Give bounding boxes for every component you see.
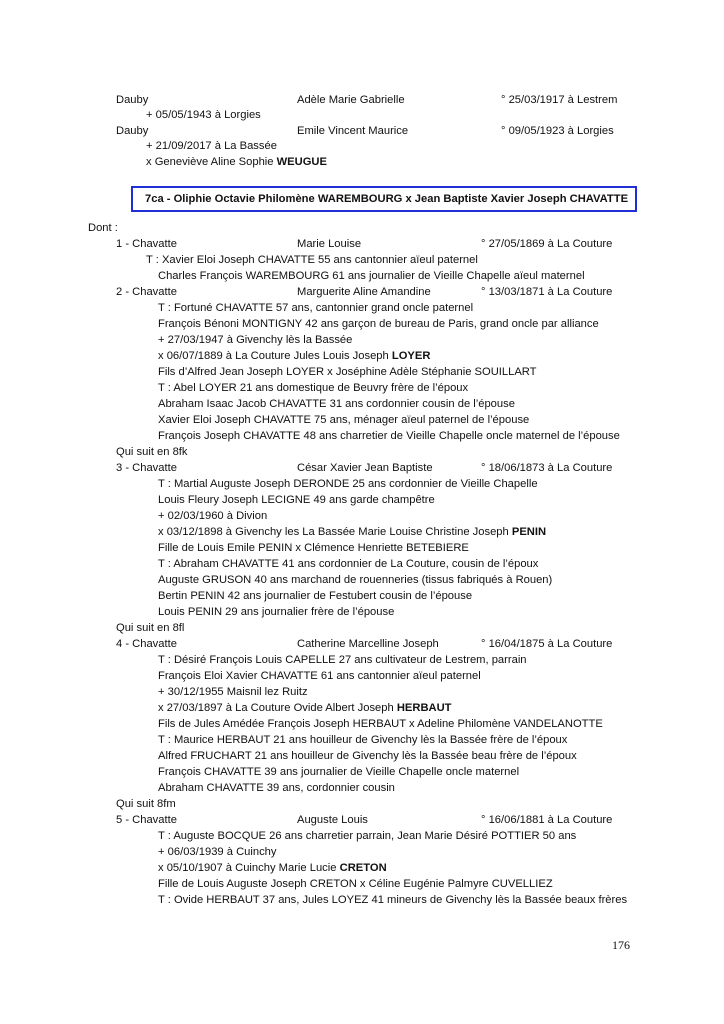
dont-label: Dont :	[88, 222, 118, 234]
child-given-names: Marie Louise	[297, 238, 362, 250]
child-number-surname: 1 - Chavatte	[116, 238, 177, 250]
page-number: 176	[612, 938, 630, 952]
child-given-names: Catherine Marcelline Joseph	[297, 638, 439, 650]
marriage-text: x Geneviève Aline Sophie	[146, 156, 277, 168]
entry-surname: Dauby	[116, 125, 149, 137]
child-marriage	[158, 524, 546, 540]
child-marriage	[158, 348, 430, 364]
child-detail-line: Fille de Louis Emile PENIN x Clémence Henriette BETEBIERE	[158, 542, 469, 554]
child-given-names: Marguerite Aline Amandine	[297, 286, 431, 298]
child-given-names: César Xavier Jean Baptiste	[297, 462, 433, 474]
child-birth: ° 16/06/1881 à La Couture	[481, 814, 613, 826]
follows-note: Qui suit en 8fk	[116, 446, 188, 458]
entry-birth: ° 09/05/1923 à Lorgies	[501, 125, 614, 137]
child-death: + 27/03/1947 à Givenchy lès la Bassée	[158, 334, 353, 346]
child-detail-line: T : Désiré François Louis CAPELLE 27 ans cultivateur de Lestrem, parrain	[158, 654, 527, 666]
child-detail-line: Fille de Louis Auguste Joseph CRETON x Céline Eugénie Palmyre CUVELLIEZ	[158, 878, 553, 890]
child-detail-line: Xavier Eloi Joseph CHAVATTE 75 ans, ménager aïeul paternel de l’épouse	[158, 414, 530, 426]
child-detail-line: Louis Fleury Joseph LECIGNE 49 ans garde champêtre	[158, 494, 435, 506]
child-detail-line: Fils de Jules Amédée François Joseph HERBAUT x Adeline Philomène VANDELANOTTE	[158, 718, 603, 730]
entry-given-names: Emile Vincent Maurice	[297, 125, 409, 137]
child-birth: ° 18/06/1873 à La Couture	[481, 462, 613, 474]
child-detail-line: T : Ovide HERBAUT 37 ans, Jules LOYEZ 41 mineurs de Givenchy lès la Bassée beaux frères	[158, 894, 628, 906]
marriage-text: x 05/10/1907 à Cuinchy Marie Lucie	[158, 862, 340, 874]
child-death: + 06/03/1939 à Cuinchy	[158, 846, 277, 858]
marriage-surname: LOYER	[391, 350, 431, 362]
child-detail-line: François Bénoni MONTIGNY 42 ans garçon de bureau de Paris, grand oncle par alliance	[158, 318, 599, 330]
follows-note: Qui suit 8fm	[116, 798, 176, 810]
child-number-surname: 3 - Chavatte	[116, 462, 177, 474]
marriage-surname: PENIN	[511, 526, 547, 538]
family-header-box: 7ca - Oliphie Octavie Philomène WAREMBOURG x Jean Baptiste Xavier Joseph CHAVATTE	[131, 186, 637, 212]
entry-marriage	[146, 154, 327, 170]
entry-death: + 05/05/1943 à Lorgies	[146, 109, 261, 121]
child-birth: ° 13/03/1871 à La Couture	[481, 286, 613, 298]
marriage-text: x 06/07/1889 à La Couture Jules Louis Joseph	[158, 350, 392, 362]
follows-note: Qui suit en 8fl	[116, 622, 185, 634]
child-detail-line: T : Xavier Eloi Joseph CHAVATTE 55 ans cantonnier aïeul paternel	[146, 254, 478, 266]
child-detail-line: T : Auguste BOCQUE 26 ans charretier parrain, Jean Marie Désiré POTTIER 50 ans	[158, 830, 577, 842]
entry-surname: Dauby	[116, 94, 149, 106]
child-detail-line: T : Maurice HERBAUT 21 ans houilleur de Givenchy lès la Bassée frère de l’époux	[158, 734, 568, 746]
child-detail-line: Bertin PENIN 42 ans journalier de Festubert cousin de l’épouse	[158, 590, 473, 602]
child-detail-line: T : Abraham CHAVATTE 41 ans cordonnier de La Couture, cousin de l’époux	[158, 558, 539, 570]
entry-birth: ° 25/03/1917 à Lestrem	[501, 94, 618, 106]
entry-given-names: Adèle Marie Gabrielle	[297, 94, 405, 106]
child-detail-line: Louis PENIN 29 ans journalier frère de l’épouse	[158, 606, 395, 618]
child-given-names: Auguste Louis	[297, 814, 368, 826]
child-detail-line: T : Fortuné CHAVATTE 57 ans, cantonnier grand oncle paternel	[158, 302, 474, 314]
child-number-surname: 5 - Chavatte	[116, 814, 177, 826]
child-detail-line: T : Martial Auguste Joseph DERONDE 25 ans cordonnier de Vieille Chapelle	[158, 478, 538, 490]
child-death: + 02/03/1960 à Divion	[158, 510, 268, 522]
child-birth: ° 16/04/1875 à La Couture	[481, 638, 613, 650]
child-marriage	[158, 860, 387, 876]
child-detail-line: Charles François WAREMBOURG 61 ans journalier de Vieille Chapelle aïeul maternel	[158, 270, 585, 282]
child-number-surname: 4 - Chavatte	[116, 638, 177, 650]
marriage-text: x 03/12/1898 à Givenchy les La Bassée Marie Louise Christine Joseph	[158, 526, 512, 538]
entry-death: + 21/09/2017 à La Bassée	[146, 140, 277, 152]
child-detail-line: François Joseph CHAVATTE 48 ans charretier de Vieille Chapelle oncle maternel de l’épouse	[158, 430, 620, 442]
child-detail-line: Auguste GRUSON 40 ans marchand de rouenneries (tissus fabriqués à Rouen)	[158, 574, 553, 586]
child-detail-line: Alfred FRUCHART 21 ans houilleur de Givenchy lès la Bassée beau frère de l’époux	[158, 750, 577, 762]
child-death: + 30/12/1955 Maisnil lez Ruitz	[158, 686, 308, 698]
child-birth: ° 27/05/1869 à La Couture	[481, 238, 613, 250]
child-detail-line: Fils d’Alfred Jean Joseph LOYER x Joséphine Adèle Stéphanie SOUILLART	[158, 366, 537, 378]
child-detail-line: Abraham CHAVATTE 39 ans, cordonnier cousin	[158, 782, 395, 794]
child-number-surname: 2 - Chavatte	[116, 286, 177, 298]
marriage-surname: WEUGUE	[276, 156, 327, 168]
marriage-surname: HERBAUT	[396, 702, 452, 714]
child-detail-line: Abraham Isaac Jacob CHAVATTE 31 ans cordonnier cousin de l’épouse	[158, 398, 515, 410]
marriage-text: x 27/03/1897 à La Couture Ovide Albert Joseph	[158, 702, 397, 714]
child-detail-line: François CHAVATTE 39 ans journalier de Vieille Chapelle oncle maternel	[158, 766, 520, 778]
child-detail-line: T : Abel LOYER 21 ans domestique de Beuvry frère de l’époux	[158, 382, 469, 394]
child-marriage	[158, 700, 452, 716]
marriage-surname: CRETON	[339, 862, 387, 874]
child-detail-line: François Eloi Xavier CHAVATTE 61 ans cantonnier aïeul paternel	[158, 670, 481, 682]
